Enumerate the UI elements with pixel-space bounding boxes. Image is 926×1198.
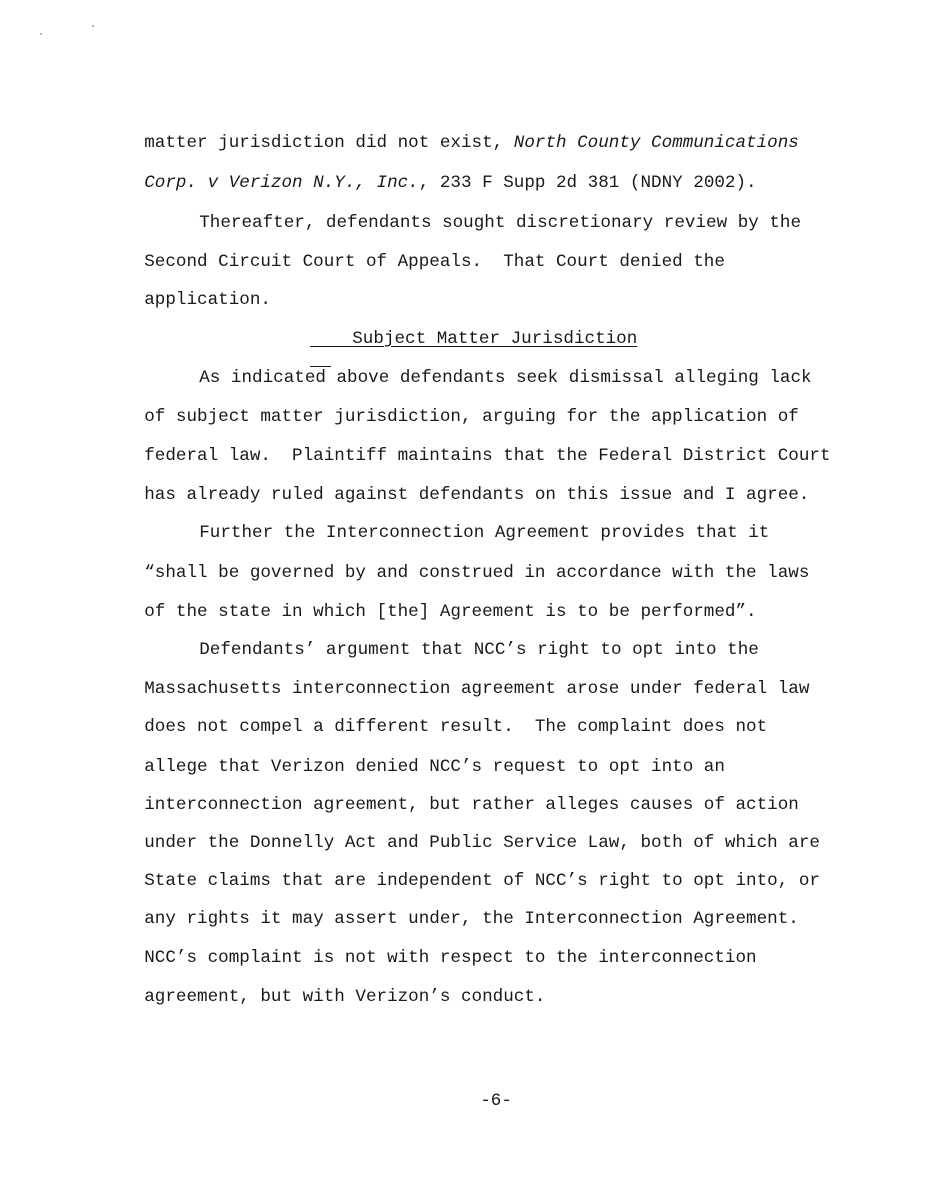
body-line (102, 967, 545, 1027)
line-text: allege that Verizon denied NCC’s request to opt into an (144, 757, 725, 777)
line-text: Further the Interconnection Agreement provides that it (199, 523, 770, 543)
line-text: As indicated above defendants seek dismissal alleging lack (199, 368, 812, 388)
line-text: of subject matter jurisdiction, arguing for the application of (144, 407, 799, 427)
page-number-text: -6- (480, 1091, 512, 1111)
line-text: does not compel a different result. The complaint does not (144, 717, 768, 737)
scan-speck (92, 25, 94, 27)
line-text: Defendants’ argument that NCC’s right to opt into the (199, 640, 759, 660)
line-text: Second Circuit Court of Appeals. That Court denied the (144, 252, 725, 272)
line-text: Thereafter, defendants sought discretionary review by the (199, 213, 802, 233)
scan-speck (40, 33, 42, 35)
line-text: , 233 F Supp 2d 381 (NDNY 2002). (418, 173, 757, 193)
line-text: of the state in which [the] Agreement is to be performed”. (144, 602, 757, 622)
line-text: has already ruled against defendants on this issue and I agree. (144, 485, 810, 505)
line-text: any rights it may assert under, the Interconnection Agreement. (144, 909, 799, 929)
line-text: federal law. Plaintiff maintains that the Federal District Court (144, 446, 831, 466)
section-heading-text: Subject Matter Jurisdiction (352, 329, 638, 349)
line-text: application. (144, 290, 271, 310)
line-text: matter jurisdiction did not exist, (144, 133, 514, 153)
body-line (102, 270, 271, 330)
page-number (438, 1071, 512, 1131)
line-text: interconnection agreement, but rather alleges causes of action (144, 795, 799, 815)
line-text: under the Donnelly Act and Public Service Law, both of which are (144, 833, 820, 853)
line-text: agreement, but with Verizon’s conduct. (144, 987, 546, 1007)
line-text: Massachusetts interconnection agreement arose under federal law (144, 679, 810, 699)
line-text: “shall be governed by and construed in accordance with the laws (144, 563, 810, 583)
case-citation-italic: Corp. v Verizon N.Y., Inc. (144, 173, 419, 193)
line-text: State claims that are independent of NCC’s right to opt into, or (144, 871, 820, 891)
case-citation-italic: North County Communications (513, 133, 799, 153)
line-text: NCC’s complaint is not with respect to the interconnection (144, 948, 757, 968)
